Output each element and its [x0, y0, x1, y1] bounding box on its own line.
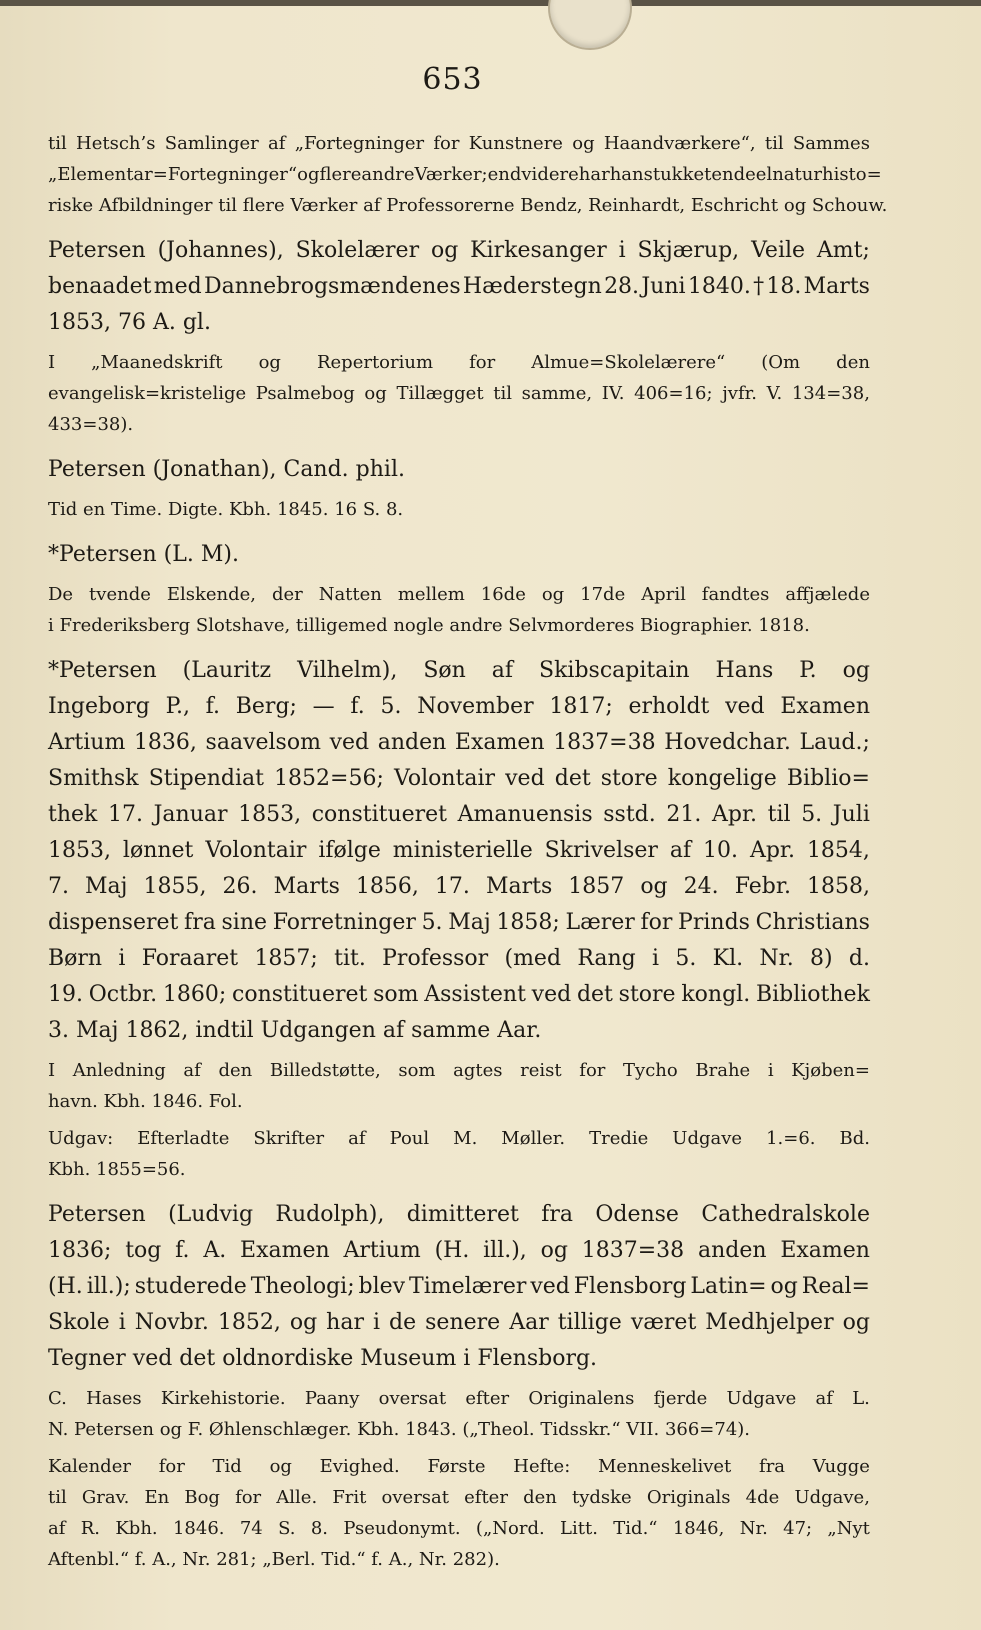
page-number: 653: [422, 62, 483, 97]
text-line: til Hetsch’s Samlinger af „Fortegninger for Kunstnere og Haandværkere“, til Sammes: [48, 133, 870, 154]
paragraph: [48, 494, 870, 525]
paragraph-gap: [48, 525, 870, 537]
text-line: til Grav. En Bog for Alle. Frit oversat efter den tydske Originals 4de Udgave,: [48, 1487, 870, 1508]
paragraph: [48, 452, 870, 488]
paragraph: [48, 128, 888, 221]
text-line: De tvende Elskende, der Natten mellem 16de og 17de April fandtes affjælede: [48, 584, 870, 605]
paragraph: [48, 579, 870, 641]
text-line: benaadet med Dannebrogsmændenes Hæderstegn 28. Juni 1840. † 18. Marts: [48, 274, 870, 299]
text-line: 7. Maj 1855, 26. Marts 1856, 17. Marts 1857 og 24. Febr. 1858,: [48, 874, 870, 899]
paragraph: [48, 347, 870, 440]
text-line: Børn i Foraaret 1857; tit. Professor (med Rang i 5. Kl. Nr. 8) d.: [48, 946, 870, 971]
text-line: Skole i Novbr. 1852, og har i de senere Aar tillige været Medhjelper og: [48, 1310, 870, 1335]
page-top-edge: [0, 0, 981, 6]
paragraph-gap: [48, 1185, 870, 1197]
binding-hole: [548, 0, 632, 50]
text-line: C. Hases Kirkehistorie. Paany oversat efter Originalens fjerde Udgave af L.: [48, 1388, 870, 1409]
text-line: i Frederiksberg Slotshave, tilligemed nogle andre Selvmorderes Biographier. 1818.: [48, 615, 810, 636]
text-line: Aftenbl.“ f. A., Nr. 281; „Berl. Tid.“ f. A., Nr. 282).: [48, 1549, 500, 1570]
text-line: N. Petersen og F. Øhlenschlæger. Kbh. 1843. („Theol. Tidsskr.“ VII. 366=74).: [48, 1419, 751, 1440]
text-line: 433=38).: [48, 414, 134, 435]
paragraph: [48, 1197, 870, 1377]
text-line: 19. Octbr. 1860; constitueret som Assistent ved det store kongl. Bibliothek: [48, 982, 870, 1007]
text-line: Kalender for Tid og Evighed. Første Hefte: Menneskelivet fra Vugge: [48, 1456, 870, 1477]
paragraph: [48, 233, 870, 341]
text-line: 1836; tog f. A. Examen Artium (H. ill.), og 1837=38 anden Examen: [48, 1238, 870, 1263]
paragraph: [48, 1383, 870, 1445]
paragraph: [48, 1055, 870, 1117]
text-line: Smithsk Stipendiat 1852=56; Volontair ved det store kongelige Biblio=: [48, 766, 870, 791]
text-line: „Elementar=Fortegninger“ og flere andre Værker; endvidere har han stukket endeel naturhisto=: [48, 164, 882, 185]
text-line: 1853, lønnet Volontair ifølge ministerielle Skrivelser af 10. Apr. 1854,: [48, 838, 870, 863]
text-line: af R. Kbh. 1846. 74 S. 8. Pseudonymt. („Nord. Litt. Tid.“ 1846, Nr. 47; „Nyt: [48, 1518, 870, 1539]
text-line: I Anledning af den Billedstøtte, som agtes reist for Tycho Brahe i Kjøben=: [48, 1060, 870, 1081]
text-line: Artium 1836, saavelsom ved anden Examen 1837=38 Hovedchar. Laud.;: [48, 730, 870, 755]
page-body: [48, 128, 888, 1575]
text-line: (H. ill.); studerede Theologi; blev Timelærer ved Flensborg Latin= og Real=: [48, 1274, 870, 1299]
text-line: Petersen (Jonathan), Cand. phil.: [48, 457, 405, 482]
text-line: Udgav: Efterladte Skrifter af Poul M. Møller. Tredie Udgave 1.=6. Bd.: [48, 1128, 870, 1149]
text-line: *Petersen (Lauritz Vilhelm), Søn af Skibscapitain Hans P. og: [48, 658, 870, 683]
text-line: 3. Maj 1862, indtil Udgangen af samme Aar.: [48, 1018, 542, 1043]
text-line: evangelisk=kristelige Psalmebog og Tillægget til samme, IV. 406=16; jvfr. V. 134=38,: [48, 383, 870, 404]
text-line: dispenseret fra sine Forretninger 5. Maj 1858; Lærer for Prinds Christians: [48, 910, 870, 935]
text-line: Tid en Time. Digte. Kbh. 1845. 16 S. 8.: [48, 499, 404, 520]
text-line: 1853, 76 A. gl.: [48, 310, 211, 335]
paragraph: [48, 1123, 870, 1185]
text-line: havn. Kbh. 1846. Fol.: [48, 1091, 243, 1112]
text-line: thek 17. Januar 1853, constitueret Amanuensis sstd. 21. Apr. til 5. Juli: [48, 802, 870, 827]
text-line: Tegner ved det oldnordiske Museum i Flensborg.: [48, 1346, 598, 1371]
paragraph: [48, 1451, 870, 1575]
paragraph-gap: [48, 221, 870, 233]
text-line: riske Afbildninger til flere Værker af Professorerne Bendz, Reinhardt, Eschricht og Schouw.: [48, 195, 888, 216]
paragraph: [48, 537, 870, 573]
text-line: *Petersen (L. M).: [48, 542, 239, 567]
paragraph-gap: [48, 641, 870, 653]
paragraph-gap: [48, 440, 870, 452]
text-line: Kbh. 1855=56.: [48, 1159, 186, 1180]
text-line: Ingeborg P., f. Berg; — f. 5. November 1817; erholdt ved Examen: [48, 694, 870, 719]
paragraph: [48, 653, 870, 1049]
text-line: I „Maanedskrift og Repertorium for Almue=Skolelærere“ (Om den: [48, 352, 870, 373]
text-line: Petersen (Ludvig Rudolph), dimitteret fra Odense Cathedralskole: [48, 1202, 870, 1227]
text-line: Petersen (Johannes), Skolelærer og Kirkesanger i Skjærup, Veile Amt;: [48, 238, 870, 263]
